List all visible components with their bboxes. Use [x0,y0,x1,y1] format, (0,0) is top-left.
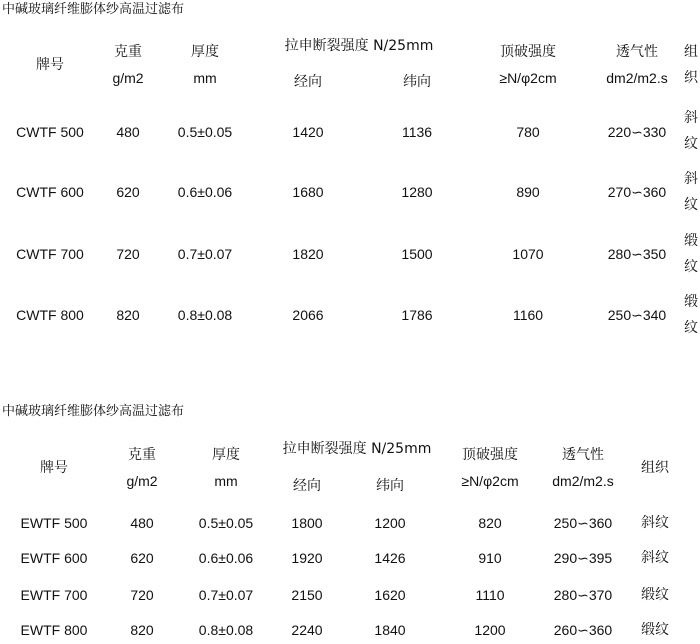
table1-header-burst-unit: ≥N/φ2cm [499,70,557,86]
table2-header-warp: 经向 [293,478,321,494]
table1-header-thickness-unit: mm [193,70,217,86]
table2-header-weight: 克重 [128,447,156,463]
table1-header-weave: 组 织 [684,44,698,86]
table1-header-weight: 克重 [114,44,142,60]
table1-header-grade: 牌号 [36,57,64,73]
table2-header-burst: 顶破强度 [462,447,518,463]
table1-header-tensile: 拉申断裂强度 N/25mm [284,38,434,54]
table2-header-thickness-unit: mm [214,473,238,489]
table1-header-thickness: 厚度 [191,44,219,60]
table2-header-thickness: 厚度 [212,447,240,463]
table2-title: 中碱玻璃纤维膨体纱高温过滤布 [2,404,185,419]
table1-header-permeability: 透气性 [616,44,658,60]
table1-header-permeability-unit: dm2/m2.s [606,70,668,86]
table2-header-tensile: 拉申断裂强度 N/25mm [282,441,432,457]
table1-header-warp: 经向 [294,74,322,90]
table2-header-weft: 纬向 [376,478,404,494]
table2-header-grade: 牌号 [40,460,68,476]
table2-header-weight-unit: g/m2 [126,473,158,489]
table2-header-permeability: 透气性 [562,447,604,463]
table1-header-weight-unit: g/m2 [112,70,144,86]
table1-title: 中碱玻璃纤维膨体纱高温过滤布 [2,2,185,17]
table1-header-burst: 顶破强度 [500,44,556,60]
table1-header-weft: 纬向 [403,74,431,90]
table2-header-burst-unit: ≥N/φ2cm [461,473,519,489]
table2-header-permeability-unit: dm2/m2.s [552,473,614,489]
table2-header-weave: 组织 [641,460,669,476]
